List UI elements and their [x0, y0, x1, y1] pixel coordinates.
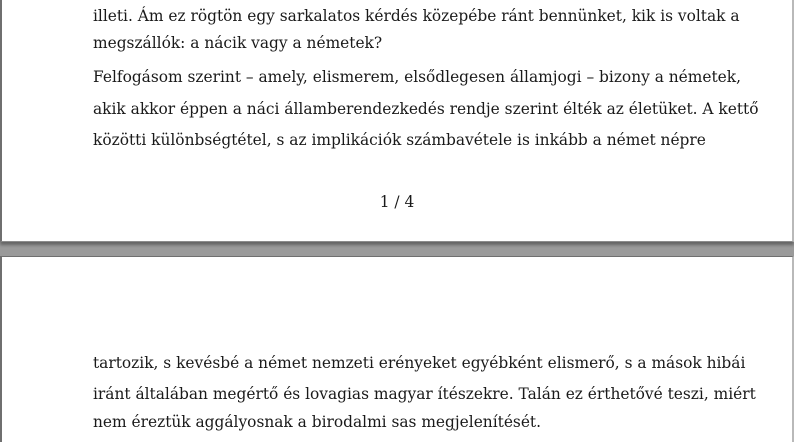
page-number: 1 / 4: [379, 193, 415, 211]
text-line: tartozik, s kevésbé a német nemzeti erényeket egyébként elismerő, s a mások hibái: [93, 354, 746, 372]
text-line: iránt általában megértő és lovagias magyar ítészekre. Talán ez érthetővé teszi, miért: [93, 385, 756, 403]
text-line: nem éreztük aggályosnak a birodalmi sas megjelenítését.: [93, 413, 542, 431]
text-line: illeti. Ám ez rögtön egy sarkalatos kérdés közepébe ránt bennünket, kik is voltak a: [93, 7, 740, 25]
text-line: megszállók: a nácik vagy a németek?: [93, 34, 383, 52]
text-line: Felfogásom szerint – amely, elismerem, elsődlegesen államjogi – bizony a németek,: [93, 68, 741, 86]
text-line: akik akkor éppen a náci államberendezkedés rendje szerint élték az életüket. A kettő: [93, 100, 759, 118]
text-line: közötti különbségtétel, s az implikációk számbavétele is inkább a német népre: [93, 131, 706, 149]
document-page-2: [0, 256, 794, 442]
